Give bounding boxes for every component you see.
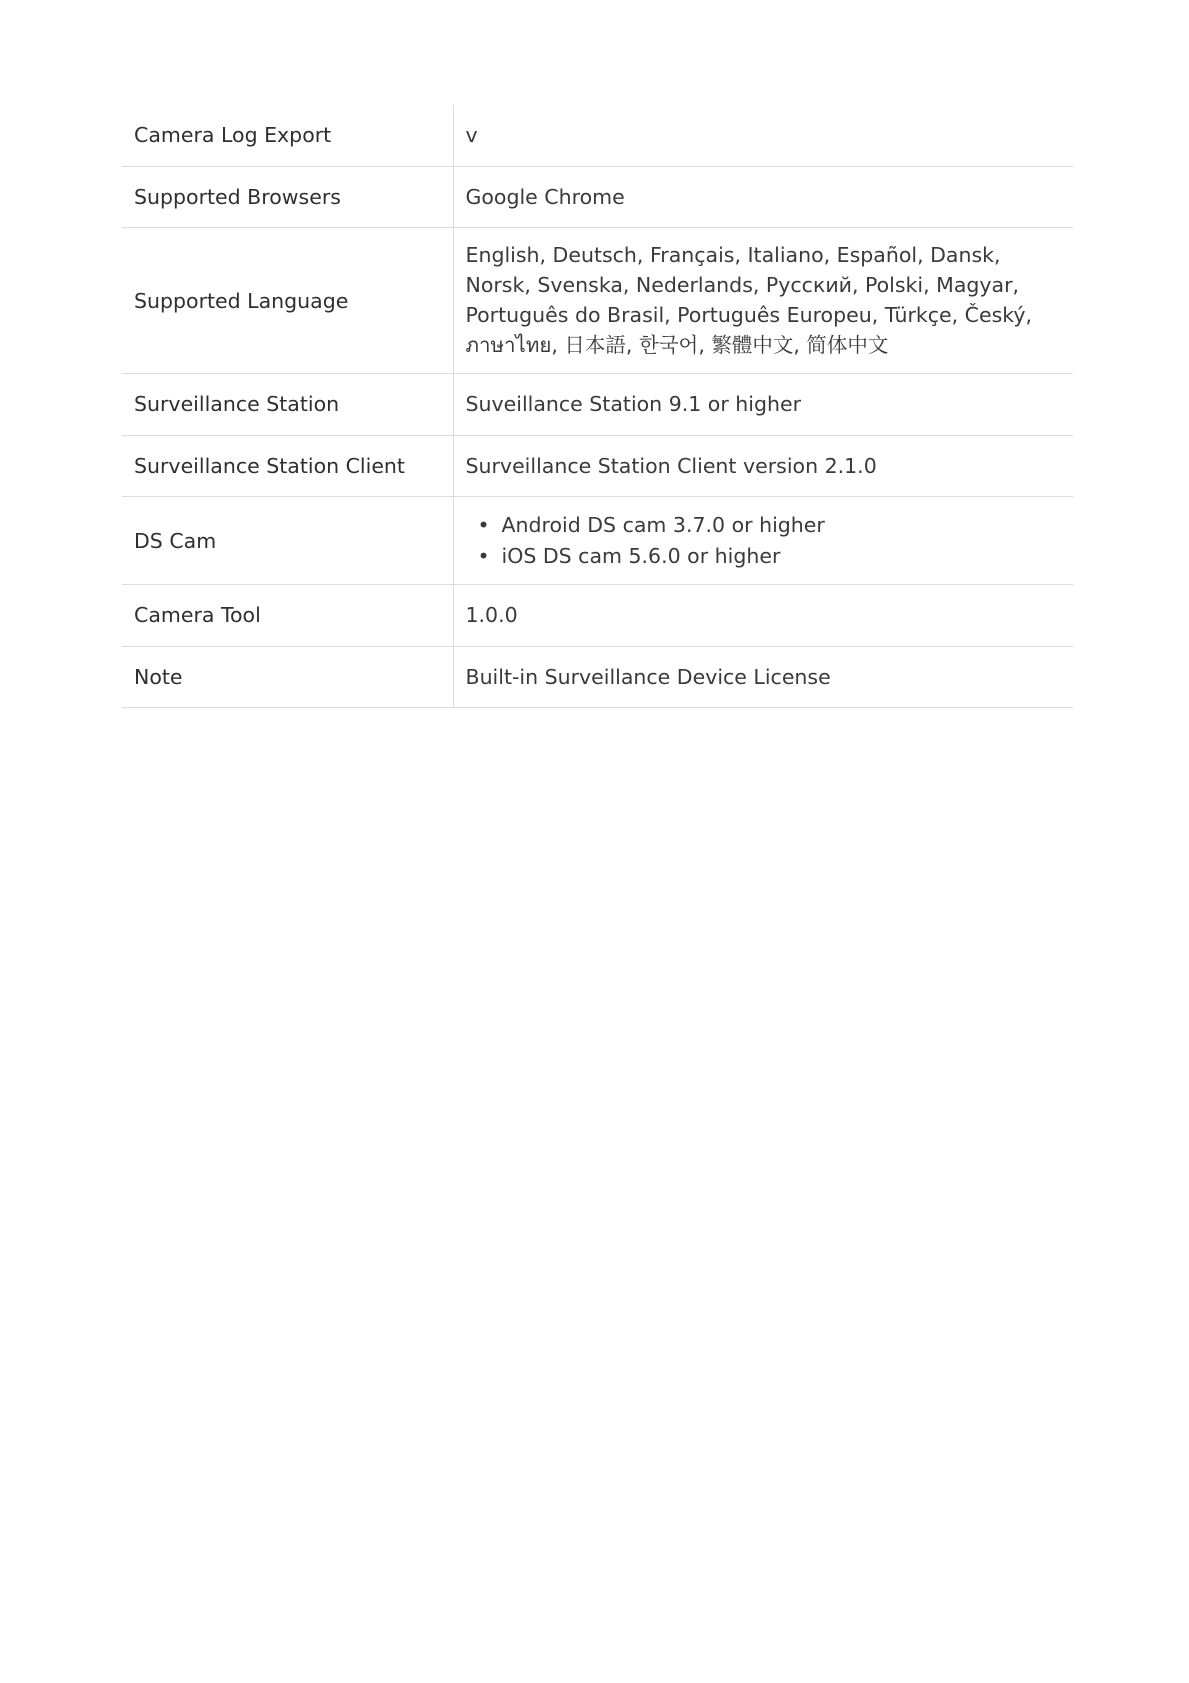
row-value: Google Chrome	[453, 166, 1073, 228]
spec-table	[122, 105, 1073, 708]
list-item: • iOS DS cam 5.6.0 or higher	[502, 541, 1062, 572]
row-value: Suveillance Station 9.1 or higher	[453, 374, 1073, 436]
row-label: Note	[122, 646, 453, 708]
bullet-list	[466, 510, 1062, 572]
row-label: Camera Log Export	[122, 105, 453, 166]
row-label: Surveillance Station	[122, 374, 453, 436]
list-item: • Android DS cam 3.7.0 or higher	[502, 510, 1062, 541]
row-value: Surveillance Station Client version 2.1.0	[453, 435, 1073, 497]
table-row	[122, 497, 1073, 585]
table-row	[122, 228, 1073, 374]
row-value: v	[453, 105, 1073, 166]
table-row	[122, 105, 1073, 166]
row-label: Camera Tool	[122, 585, 453, 647]
table-row	[122, 585, 1073, 647]
row-value: English, Deutsch, Français, Italiano, Español, Dansk, Norsk, Svenska, Nederlands, Русский, Polski, Magyar, Português do Brasil, Português Europeu, Türkçe, Český, ภาษาไทย, 日本語, 한국어, 繁體中文, 简体中文	[453, 228, 1073, 374]
table-row	[122, 435, 1073, 497]
row-label: DS Cam	[122, 497, 453, 585]
table-row	[122, 166, 1073, 228]
table-row	[122, 646, 1073, 708]
row-label: Supported Browsers	[122, 166, 453, 228]
row-value: 1.0.0	[453, 585, 1073, 647]
row-label: Surveillance Station Client	[122, 435, 453, 497]
row-value	[453, 497, 1073, 585]
row-label: Supported Language	[122, 228, 453, 374]
row-value: Built-in Surveillance Device License	[453, 646, 1073, 708]
table-row	[122, 374, 1073, 436]
